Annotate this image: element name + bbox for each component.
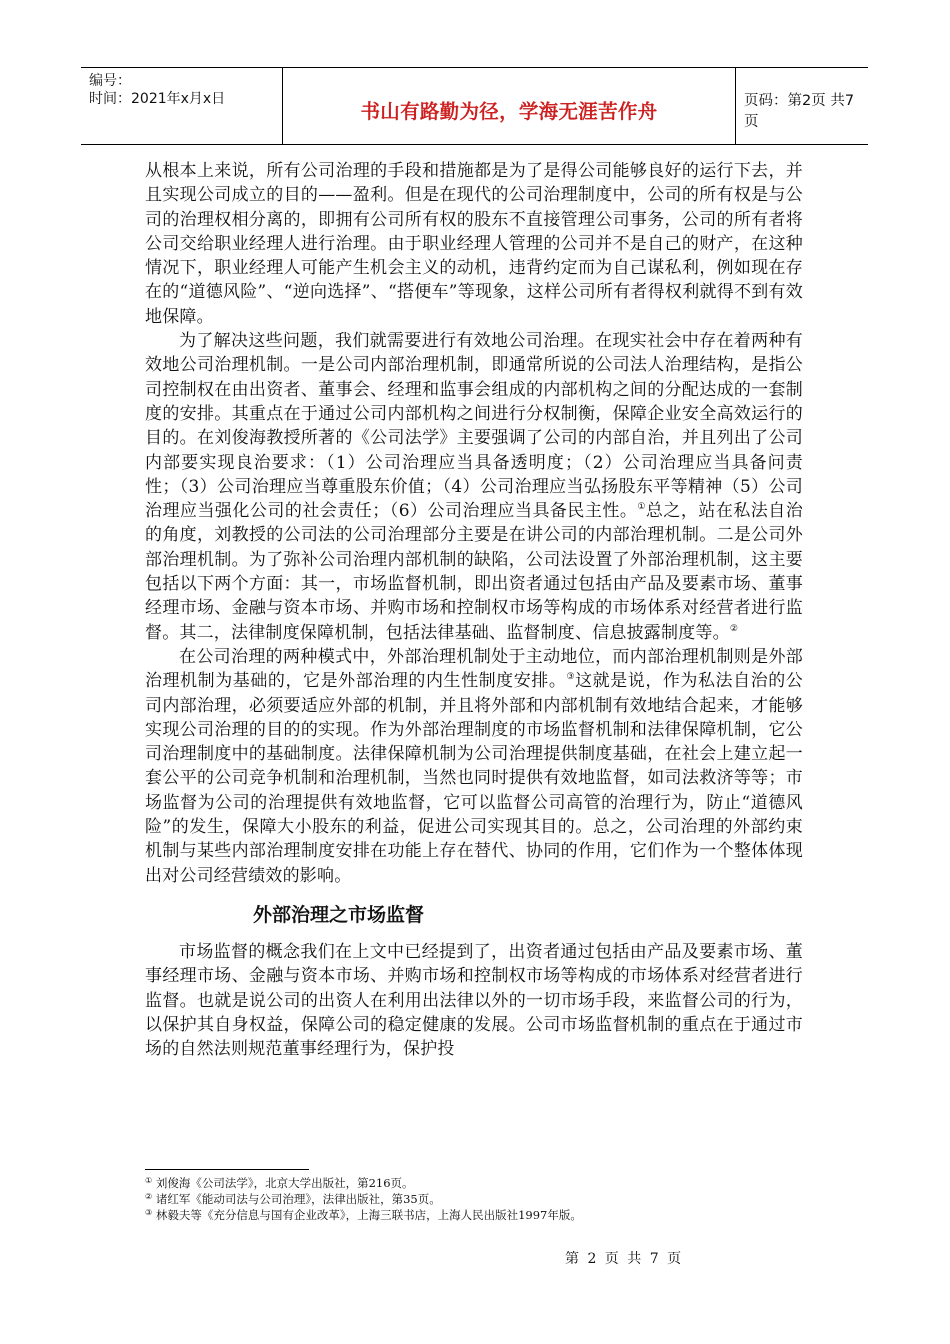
footnote: ② 诸红军《能动司法与公司治理》，法律出版社，第35页。 xyxy=(145,1192,441,1206)
footnote: ① 刘俊海《公司法学》，北京大学出版社，第216页。 xyxy=(145,1176,414,1190)
header-page-cell xyxy=(736,68,868,144)
document-body xyxy=(145,159,803,1061)
header-motto: 书山有路勤为径，学海无涯苦作舟 xyxy=(360,100,658,123)
paragraph: 市场监督的概念我们在上文中已经提到了，出资者通过包括由产品及要素市场、董事经理市场、金融与资本市场、并购市场和控制权市场等构成的市场体系对经营者进行监督。也就是说公司的出资人在利用出法律以外的一切市场手段，来监督公司的行为，以保护其自身权益，保障公司的稳定健康的发展。公司市场监督机制的重点在于通过市场的自然法则规范董事经理行为，保护投 xyxy=(145,941,803,1060)
page-footer: 第 2 页 共 7 页 xyxy=(565,1251,682,1267)
footnote-ref: ① xyxy=(637,502,646,513)
footnotes xyxy=(145,1175,803,1223)
footnote: ③ 林毅夫等《充分信息与国有企业改革》，上海三联书店，上海人民出版社1997年版。 xyxy=(145,1208,582,1222)
page-header xyxy=(81,67,868,145)
paragraph: 为了解决这些问题，我们就需要进行有效地公司治理。在现实社会中存在着两种有效地公司治理机制。一是公司内部治理机制，即通常所说的公司法人治理结构，是指公司控制权在由出资者、董事会、经理和监事会组成的内部机构之间的分配达成的一套制度的安排。其重点在于通过公司内部机构之间进行分权制衡，保障企业安全高效运行的目的。在刘俊海教授所著的《公司法学》主要强调了公司的内部自治，并且列出了公司内部要实现良治要求：（1）公司治理应当具备透明度；（2）公司治理应当具备问责性；（3）公司治理应当尊重股东价值；（4）公司治理应当弘扬股东平等精神（5）公司治理应当强化公司的社会责任；（6）公司治理应当具备民主性。①总之，站在私法自治的角度，刘教授的公司法的公司治理部分主要是在讲公司的内部治理机制。二是公司外部治理机制。为了弥补公司治理内部机制的缺陷，公司法设置了外部治理机制，这主要包括以下两个方面：其一，市场监督机制，即出资者通过包括由产品及要素市场、董事经理市场、金融与资本市场、并购市场和控制权市场等构成的市场体系对经营者进行监督。其二，法律制度保障机制，包括法律基础、监督制度、信息披露制度等。② xyxy=(145,331,803,643)
paragraph: 从根本上来说，所有公司治理的手段和措施都是为了是得公司能够良好的运行下去，并且实现公司成立的目的——盈利。但是在现代的公司治理制度中，公司的所有权是与公司的治理权相分离的，即拥有公司所有权的股东不直接管理公司事务，公司的所有者将公司交给职业经理人进行治理。由于职业经理人管理的公司并不是自己的财产，在这种情况下，职业经理人可能产生机会主义的动机，违背约定而为自己谋私利，例如现在存在的“道德风险”、“逆向选择”、“搭便车”等现象，这样公司所有者得权利就得不到有效地保障。 xyxy=(145,161,803,327)
date-label: 时间：2021年x月x日 xyxy=(89,91,226,107)
section-heading: 外部治理之市场监督 xyxy=(253,903,425,926)
footnote-ref: ③ xyxy=(566,672,576,683)
header-page-info: 页码：第2页 共7页 xyxy=(744,93,855,130)
footnote-separator xyxy=(145,1169,309,1170)
header-meta xyxy=(81,68,282,144)
paragraph: 在公司治理的两种模式中，外部治理机制处于主动地位，而内部治理机制则是外部治理机制为基础的，它是外部治理的内生性制度安排。③这就是说，作为私法自治的公司内部治理，必须要适应外部的机制，并且将外部和内部机制有效地结合起来，才能够实现公司治理的目的的实现。作为外部治理制度的市场监督机制和法律保障机制，它公司治理制度中的基础制度。法律保障机制为公司治理提供制度基础，在社会上建立起一套公平的公司竞争机制和治理机制，当然也同时提供有效地监督，如司法救济等等；市场监督为公司的治理提供有效地监督，它可以监督公司高管的治理行为，防止“道德风险”的发生，保障大小股东的利益，促进公司实现其目的。总之，公司治理的外部约束机制与某些内部治理制度安排在功能上存在替代、协同的作用，它们作为一个整体体现出对公司经营绩效的影响。 xyxy=(145,646,803,886)
number-label: 编号： xyxy=(89,73,131,89)
footnote-ref: ② xyxy=(729,623,739,634)
header-motto-cell xyxy=(283,68,735,144)
